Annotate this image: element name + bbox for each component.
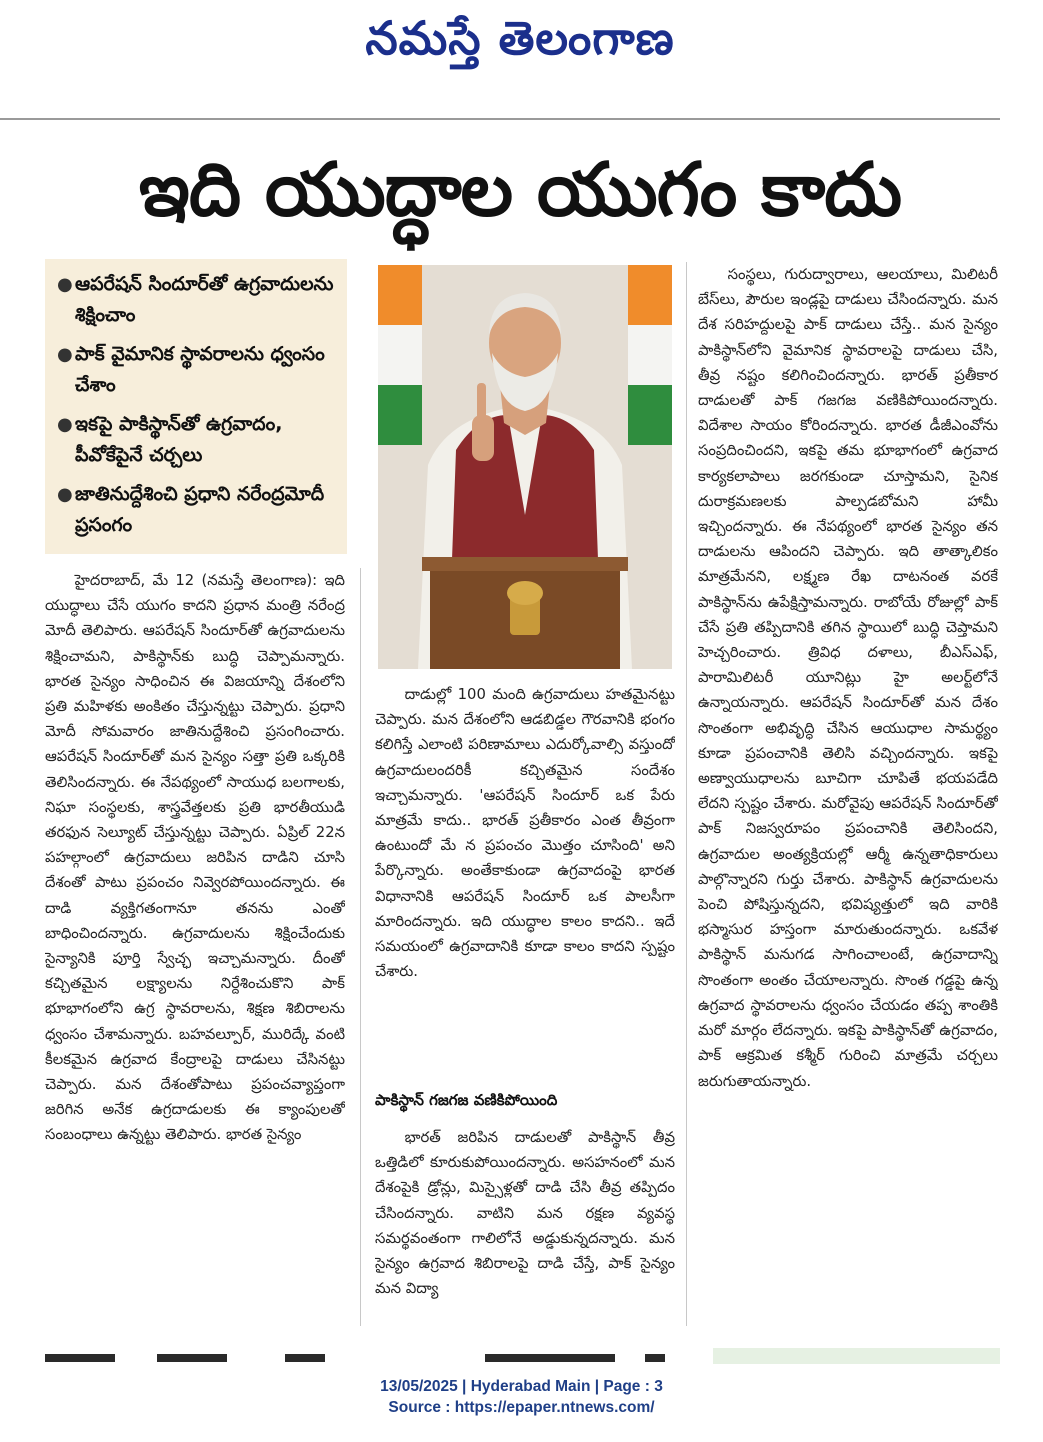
newspaper-logo: నమస్తే తెలంగాణ	[365, 11, 675, 65]
section-subhead: పాకిస్థాన్ గజగజ వణికిపోయింది	[375, 1091, 558, 1109]
article-paragraph: దాడుల్లో 100 మంది ఉగ్రవాదులు హతమైనట్టు చెప్పారు. మన దేశంలోని ఆడబిడ్డల గౌరవానికి భంగం కలిగిస్తే ఎలాంటి పరిణామాలు ఎదుర్కోవాల్సి వస్తుందో ఉగ్రవాదులందరికీ కచ్చితమైన సందేశం ఇచ్చామన్నారు. 'ఆపరేషన్ సిందూర్ ఒక పేరు మాత్రమే కాదు.. భారత్ ప్రతీకారం ఎంత తీవ్రంగా ఉంటుందో మే న ప్రపంచం మొత్తం చూసింది' అని పేర్కొన్నారు. అంతేకాకుండా ఉగ్రవాదంపై భారత విధానానికి ఆపరేషన్ సిందూర్ ఒక పాలసీగా మారిందన్నారు. ఇది యుద్ధాల కాలం కాదని.. ఇదే సమయంలో ఉగ్రవాదానికి కూడా కాలం కాదని స్పష్టం చేశారు.	[375, 686, 675, 981]
source-link[interactable]: Source : https://epaper.ntnews.com/	[388, 1399, 655, 1416]
masthead	[0, 0, 1043, 118]
page-footer	[0, 1376, 1043, 1426]
pm-modi-address-photo	[378, 265, 672, 669]
highlight-text: ఇకపై పాకిస్థాన్‌తో ఉగ్రవాదం, పీవోకేపైనే చర్చలు	[75, 413, 283, 466]
highlight-text: జాతినుద్దేశించి ప్రధాని నరేంద్రమోదీ ప్రసంగం	[75, 483, 325, 536]
highlight-item	[57, 479, 337, 541]
highlights-box	[45, 259, 347, 554]
article-paragraph: హైదరాబాద్, మే 12 (నమస్తే తెలంగాణ): ఇది యుద్ధాలు చేసే యుగం కాదని ప్రధాన మంత్రి నరేంద్ర మోదీ తెలిపారు. ఆపరేషన్ సిందూర్‌తో ఉగ్రవాదులను శిక్షించామని, పాకిస్థాన్‌కు బుద్ధి చెప్పామన్నారు. భారత సైన్యం సాధించిన ఈ విజయాన్ని దేశంలోని ప్రతి మహిళకు అంకితం చేస్తున్నట్టు చెప్పారు. ప్రధాని మోదీ సోమవారం జాతినుద్దేశించి ప్రసంగించారు. ఆపరేషన్ సిందూర్‌తో మన సైన్యం సత్తా ప్రతి ఒక్కరికి తెలిసిందన్నారు. ఈ నేపథ్యంలో సాయుధ బలగాలకు, నిఘా సంస్థలకు, శాస్త్రవేత్తలకు ప్రతి భారతీయుడి తరఫున సెల్యూట్ చేస్తున్నట్టు చెప్పారు. ఏప్రిల్ 22న పహల్గాంలో ఉగ్రవాదులు జరిపిన దాడిని చూసి దేశంతో పాటు ప్రపంచం నివ్వెరపోయిందన్నారు. ఈ దాడి వ్యక్తిగతంగానూ తనను ఎంతో బాధించిందన్నారు. ఉగ్రవాదులను శిక్షించేందుకు సైన్యానికి పూర్తి స్వేచ్ఛ ఇచ్చామన్నారు. దీంతో కచ్చితమైన లక్ష్యాలను నిర్దేశించుకొని పాక్ భూభాగంలోని ఉగ్ర స్థావరాలను, శిక్షణ శిబిరాలను ధ్వంసం చేశామన్నారు. బహవల్పూర్, మురిద్కే వంటి కీలకమైన ఉగ్రవాద కేంద్రాలపై దాడులు చేసినట్టు చెప్పారు. మన దేశంతోపాటు ప్రపంచవ్యాప్తంగా జరిగిన అనేక ఉగ్రదాడులకు ఈ క్యాంపులతో సంబంధాలు ఉన్నట్టు తెలిపారు. భారత సైన్యం	[45, 572, 345, 1144]
highlight-text: పాక్ వైమానిక స్థావరాలను ధ్వంసం చేశాం	[75, 343, 325, 396]
article-column-3	[698, 262, 998, 1326]
highlight-item	[57, 409, 337, 471]
article-paragraph: భారత్ జరిపిన దాడులతో పాకిస్థాన్ తీవ్ర ఒత్తిడిలో కూరుకుపోయిందన్నారు. అసహనంలో మన దేశంపైకి డ్రోన్లు, మిస్సైళ్లతో దాడి చేసి తీవ్ర తప్పిదం చేసిందన్నారు. వాటిని మన రక్షణ వ్యవస్థ సమర్థవంతంగా గాలిలోనే అడ్డుకున్నదన్నారు. మన సైన్యం ఉగ్రవాద శిబిరాలపై దాడి చేస్తే, పాక్ సైన్యం మన విద్యా	[375, 1129, 675, 1298]
article-column-2-top	[375, 682, 675, 1062]
highlight-text: ఆపరేషన్ సిందూర్‌తో ఉగ్రవాదులను శిక్షించాం	[75, 273, 334, 326]
headline: ఇది యుద్ధాల యుగం కాదు	[138, 147, 902, 233]
column-divider	[360, 568, 361, 1326]
article-paragraph: సంస్థలు, గురుద్వారాలు, ఆలయాలు, మిలిటరీ బేస్‌లు, పౌరుల ఇండ్లపై దాడులు చేసిందన్నారు. మన దేశ సరిహద్దులపై పాక్ దాడులు చేస్తే.. మన సైన్యం పాకిస్థాన్‌లోని వైమానిక స్థావరాలపై దాడులు చేసి, తీవ్ర నష్టం కలిగించిందన్నారు. భారత్ ప్రతీకార దాడులతో పాక్ గజగజ వణికిపోయిందన్నారు. విదేశాల సాయం కోరిందన్నారు. భారత డీజీఎంవోను సంప్రదించిందని, ఇకపై తమ భూభాగంలో ఉగ్రవాద కార్యకలాపాలు జరగకుండా చూస్తామని, సైనిక దురాక్రమణలకు పాల్పడబోమని హామీ ఇచ్చిందన్నారు. ఈ నేపథ్యంలో భారత సైన్యం తన దాడులను ఆపిందని చెప్పారు. ఇది తాత్కాలికం మాత్రమేనని, లక్ష్మణ రేఖ దాటనంత వరకే పాకిస్థాన్‌ను ఉపేక్షిస్తామన్నారు. రాబోయే రోజుల్లో పాక్ చేసే ప్రతి తప్పిదానికి తగిన స్థాయిలో బుద్ధి చెప్తామని హెచ్చరించారు. త్రివిధ దళాలు, బీఎస్ఎఫ్, పారామిలిటరీ యూనిట్లు హై అలర్ట్‌లోనే ఉన్నాయన్నారు. ఆపరేషన్ సిందూర్‌తో మన దేశం సొంతంగా అభివృద్ధి చేసిన ఆయుధాల సామర్థ్యం కూడా ప్రపంచానికి తెలిసి వచ్చిందన్నారు. ఇకపై అణ్వాయుధాలను బూచిగా చూపితే భయపడేది లేదని స్పష్టం చేశారు. మరోవైపు ఆపరేషన్ సిందూర్‌తో పాక్ నిజస్వరూపం ప్రపంచానికి తెలిసిందని, ఉగ్రవాదుల అంత్యక్రియల్లో ఆర్మీ ఉన్నతాధికారులు పాల్గొన్నారని గుర్తు చేశారు. పాకిస్థాన్ ఉగ్రవాదులను పెంచి పోషిస్తున్నదని, భవిష్యత్తులో ఇది వారికి భస్మాసుర హస్తంగా మారుతుందన్నారు. ఒకవేళ పాకిస్థాన్ మనుగడ సాగించాలంటే, ఉగ్రవాదాన్ని సొంతంగా అంతం చేయాలన్నారు. సొంత గడ్డపై ఉన్న ఉగ్రవాద స్థావరాలను ధ్వంసం చేయడం తప్ప శాంతికి మరో మార్గం లేదన్నారు. ఇకపై పాకిస్థాన్‌తో ఉగ్రవాదం, పాక్ ఆక్రమిత కశ్మీర్ గురించి మాత్రమే చర్చలు జరుగుతాయన్నారు.	[698, 266, 998, 1090]
article-column-1	[45, 568, 345, 1326]
column-divider	[686, 262, 687, 1326]
masthead-divider	[0, 118, 1000, 120]
bullet-icon: ●	[57, 274, 73, 295]
highlight-item	[57, 269, 337, 331]
article-column-2-bottom	[375, 1125, 675, 1325]
next-story-cutoff	[45, 1346, 1000, 1364]
edition-info: 13/05/2025 | Hyderabad Main | Page : 3	[380, 1378, 663, 1395]
bullet-icon: ●	[57, 414, 73, 435]
bullet-icon: ●	[57, 484, 73, 505]
highlight-item	[57, 339, 337, 401]
bullet-icon: ●	[57, 344, 73, 365]
